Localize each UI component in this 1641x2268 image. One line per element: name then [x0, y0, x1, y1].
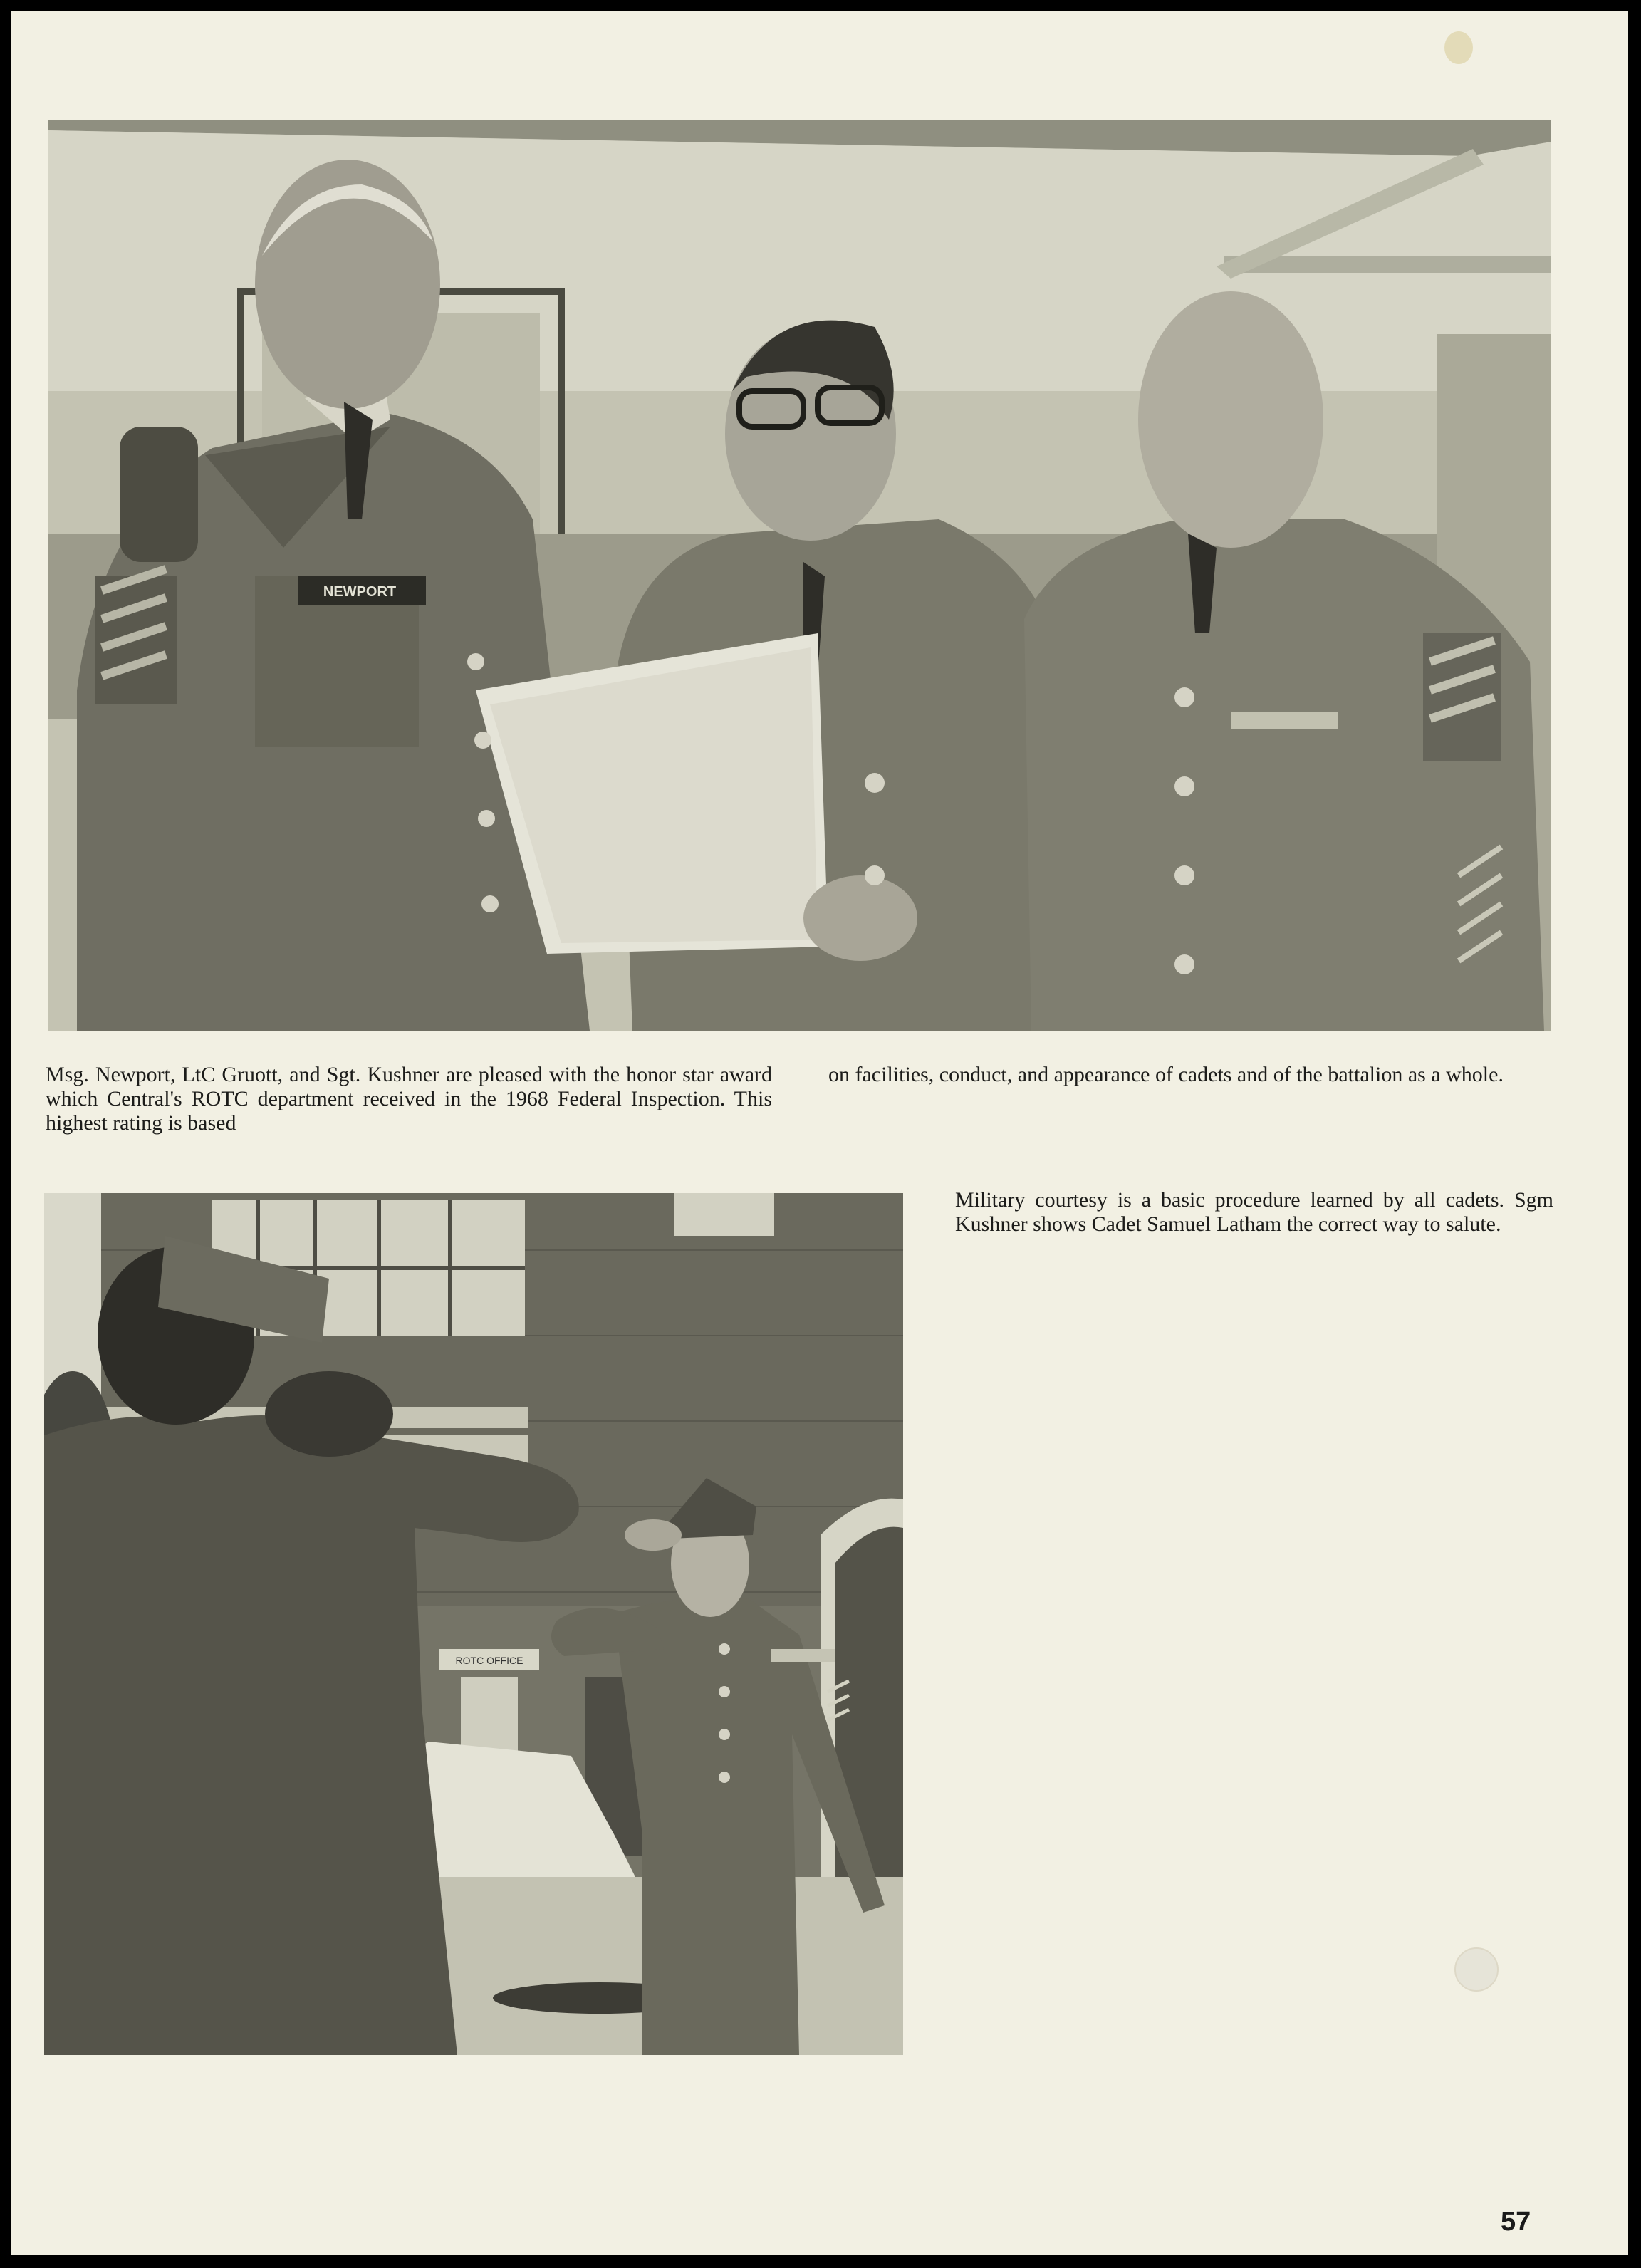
officers-photo	[48, 120, 1551, 1031]
caption-top-left: Msg. Newport, LtC Gruott, and Sgt. Kushner are pleased with the honor star award which Central's ROTC department received in the 1968 Federal Inspection. This highest rating is based	[46, 1063, 772, 1135]
caption-bottom: Military courtesy is a basic procedure learned by all cadets. Sgm Kushner shows Cadet Samuel Latham the correct way to salute.	[955, 1188, 1553, 1236]
paper-stain	[1454, 1947, 1499, 1992]
page-number: 57	[1501, 2207, 1531, 2237]
salute-photo	[44, 1193, 903, 2055]
yearbook-page	[11, 11, 1628, 2255]
name-tag: NEWPORT	[323, 584, 397, 600]
caption-top-right: on facilities, conduct, and appearance of cadets and of the battalion as a whole.	[828, 1063, 1504, 1086]
building-sign: ROTC OFFICE	[455, 1655, 523, 1666]
paper-smudge	[1444, 31, 1473, 64]
